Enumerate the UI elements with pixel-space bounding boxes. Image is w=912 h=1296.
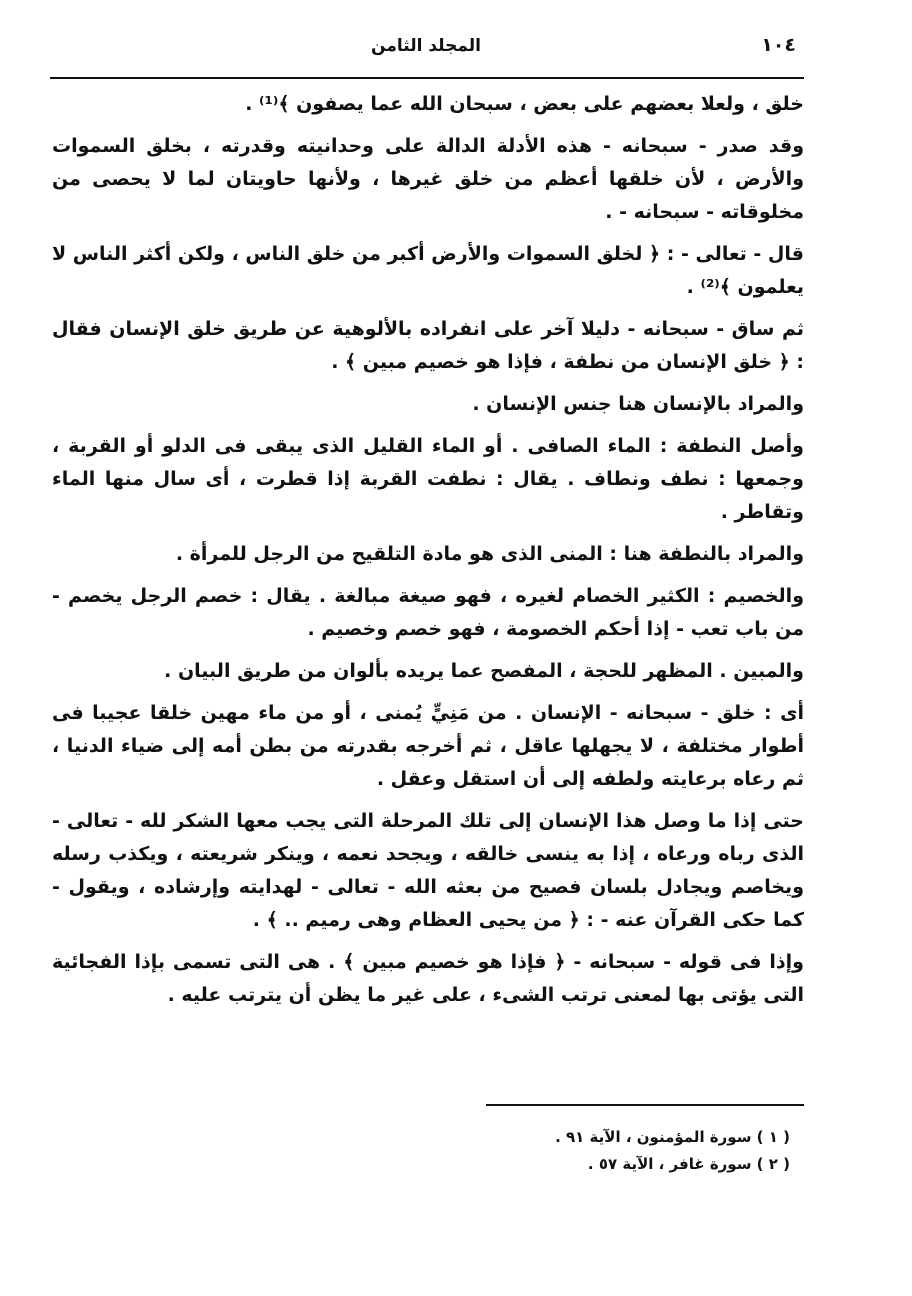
paragraph: خلق ، ولعلا بعضهم على بعض ، سبحان الله عما يصفون ﴾⁽¹⁾ . bbox=[245, 93, 804, 115]
paragraph: وإذا فى قوله - سبحانه - ﴿ فإذا هو خصيم مبين ﴾ . هى التى تسمى بإذا الفجائية التى يؤتى بها لمعنى ترتب الشىء ، على غير ما يظن أن يترتب عليه . bbox=[52, 951, 804, 1006]
paragraph: قال - تعالى - : ﴿ لخلق السموات والأرض أكبر من خلق الناس ، ولكن أكثر الناس لا يعلمون ﴾⁽²⁾ . bbox=[52, 243, 804, 298]
page-number: ١٠٤ bbox=[761, 34, 796, 56]
footnote: ( ١ ) سورة المؤمنون ، الآية ٩١ . bbox=[555, 1128, 790, 1146]
header-divider bbox=[50, 77, 804, 79]
paragraph: حتى إذا ما وصل هذا الإنسان إلى تلك المرحلة التى يجب معها الشكر لله - تعالى - الذى رباه ورعاه ، إذا به ينسى خالقه ، ويجحد نعمه ، وينكر شريعته ، ويكذب رسله ويخاصم ويجادل بلسان فصيح من بعثه الله - تعالى - لهدايته وإرشاده ، ويقول - كما حكى القرآن عنه - : ﴿ من يحيى العظام وهى رميم .. ﴾ . bbox=[52, 810, 804, 931]
running-title: المجلد الثامن bbox=[371, 36, 481, 56]
paragraph: أى : خلق - سبحانه - الإنسان . من مَنِيٍّ يُمنى ، أو من ماء مهين خلقا عجيبا فى أطوار مختلفة ، لا يجهلها عاقل ، ثم أخرجه بقدرته من بطن أمه إلى ضياء الدنيا ، ثم رعاه برعايته ولطفه إلى أن استقل وعقل . bbox=[52, 702, 804, 790]
paragraph: والمبين . المظهر للحجة ، المفصح عما يريده بألوان من طريق البيان . bbox=[164, 660, 804, 682]
paragraph: والمراد بالإنسان هنا جنس الإنسان . bbox=[472, 393, 804, 415]
paragraph: وقد صدر - سبحانه - هذه الأدلة الدالة على وحدانيته وقدرته ، بخلق السموات والأرض ، لأن خلقها أعظم من خلق غيرها ، ولأنها حاويتان لما لا يحصى من مخلوقاته - سبحانه - . bbox=[52, 135, 804, 223]
footnotes bbox=[52, 1124, 790, 1178]
footnote: ( ٢ ) سورة غافر ، الآية ٥٧ . bbox=[587, 1155, 790, 1173]
paragraph: ثم ساق - سبحانه - دليلا آخر على انفراده بالألوهية عن طريق خلق الإنسان فقال : ﴿ خلق الإنسان من نطفة ، فإذا هو خصيم مبين ﴾ . bbox=[52, 318, 804, 373]
page-header bbox=[50, 28, 802, 68]
paragraph: والمراد بالنطفة هنا : المنى الذى هو مادة التلقيح من الرجل للمرأة . bbox=[175, 543, 804, 565]
paragraph: وأصل النطفة : الماء الصافى . أو الماء القليل الذى يبقى فى الدلو أو القربة ، وجمعها : نطف ونطاف . يقال : نطفت القربة إذا قطرت ، أى سال منها الماء وتقاطر . bbox=[52, 435, 804, 523]
footnote-divider bbox=[486, 1104, 804, 1106]
main-text bbox=[52, 88, 804, 1021]
paragraph: والخصيم : الكثير الخصام لغيره ، فهو صيغة مبالغة . يقال : خصم الرجل يخصم - من باب تعب - إذا أحكم الخصومة ، فهو خصم وخصيم . bbox=[52, 585, 804, 640]
